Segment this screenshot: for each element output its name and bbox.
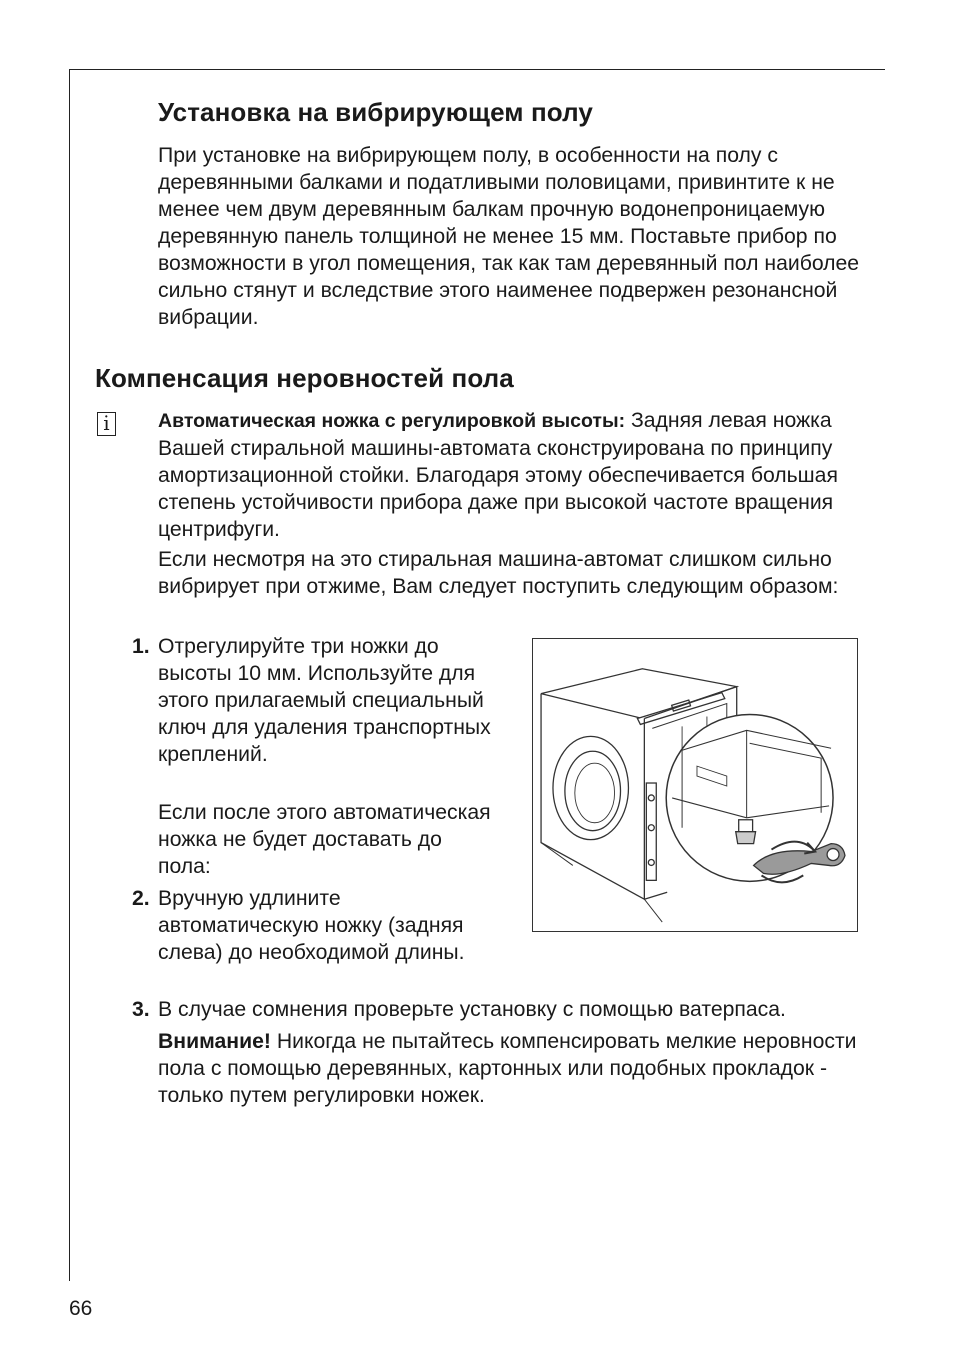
step-1-note: Если после этого автоматическая ножка не будет доставать до пола: bbox=[158, 801, 491, 878]
step-3-text: В случае сомнения проверьте установку с помощью ватерпаса. bbox=[158, 998, 786, 1021]
left-rule bbox=[69, 69, 70, 1281]
heading-floor-compensation: Компенсация неровностей пола bbox=[95, 363, 514, 393]
washing-machine-leveling-illustration bbox=[532, 638, 858, 932]
heading-vibrating-floor: Установка на вибрирующем полу bbox=[158, 97, 593, 127]
page-number: 66 bbox=[69, 1297, 93, 1320]
warning-label: Внимание! bbox=[158, 1030, 271, 1053]
step-1-text: Отрегулируйте три ножки до высоты 10 мм. Используйте для этого прилагаемый специальный ключ для удаления транспортных креплений. bbox=[158, 635, 491, 766]
warning-paragraph bbox=[158, 1028, 858, 1109]
vibrating-floor-text: При установке на вибрирующем полу, в особенности на полу с деревянными балками и податливыми половицами, привинтите к не менее чем двум деревянным балкам прочную водонепроницаемую деревянную панель толщиной не менее 15 мм. Поставьте прибор по возможности в угол помещения, так как там деревянный пол наиболее сильно стянут и вследствие этого наименее подвержен резонансной вибрации. bbox=[158, 144, 860, 329]
top-rule bbox=[69, 69, 885, 70]
auto-foot-lead: Автоматическая ножка с регулировкой высоты: bbox=[158, 410, 626, 432]
step-number: 1. bbox=[132, 635, 150, 658]
vibration-instruction-text: Если несмотря на это стиральная машина-автомат слишком сильно вибрирует при отжиме, Вам следует поступить следующим образом: bbox=[158, 548, 839, 598]
step-2-text: Вручную удлините автоматическую ножку (задняя слева) до необходимой длины. bbox=[158, 887, 465, 964]
auto-foot-paragraph bbox=[158, 407, 868, 543]
auto-foot-text: Задняя левая ножка Вашей стиральной машины-автомата сконструирована по принципу амортизационной стойки. Благодаря этому обеспечивается большая степень устойчивости прибора даже при высокой частоте вращения центрифуги. bbox=[158, 409, 838, 541]
warning-text: Никогда не пытайтесь компенсировать мелкие неровности пола с помощью деревянных, картонных или подобных прокладок - только путем регулировки ножек. bbox=[158, 1030, 857, 1107]
step-number: 3. bbox=[132, 998, 150, 1021]
info-icon: i bbox=[97, 412, 116, 436]
step-number: 2. bbox=[132, 887, 150, 910]
